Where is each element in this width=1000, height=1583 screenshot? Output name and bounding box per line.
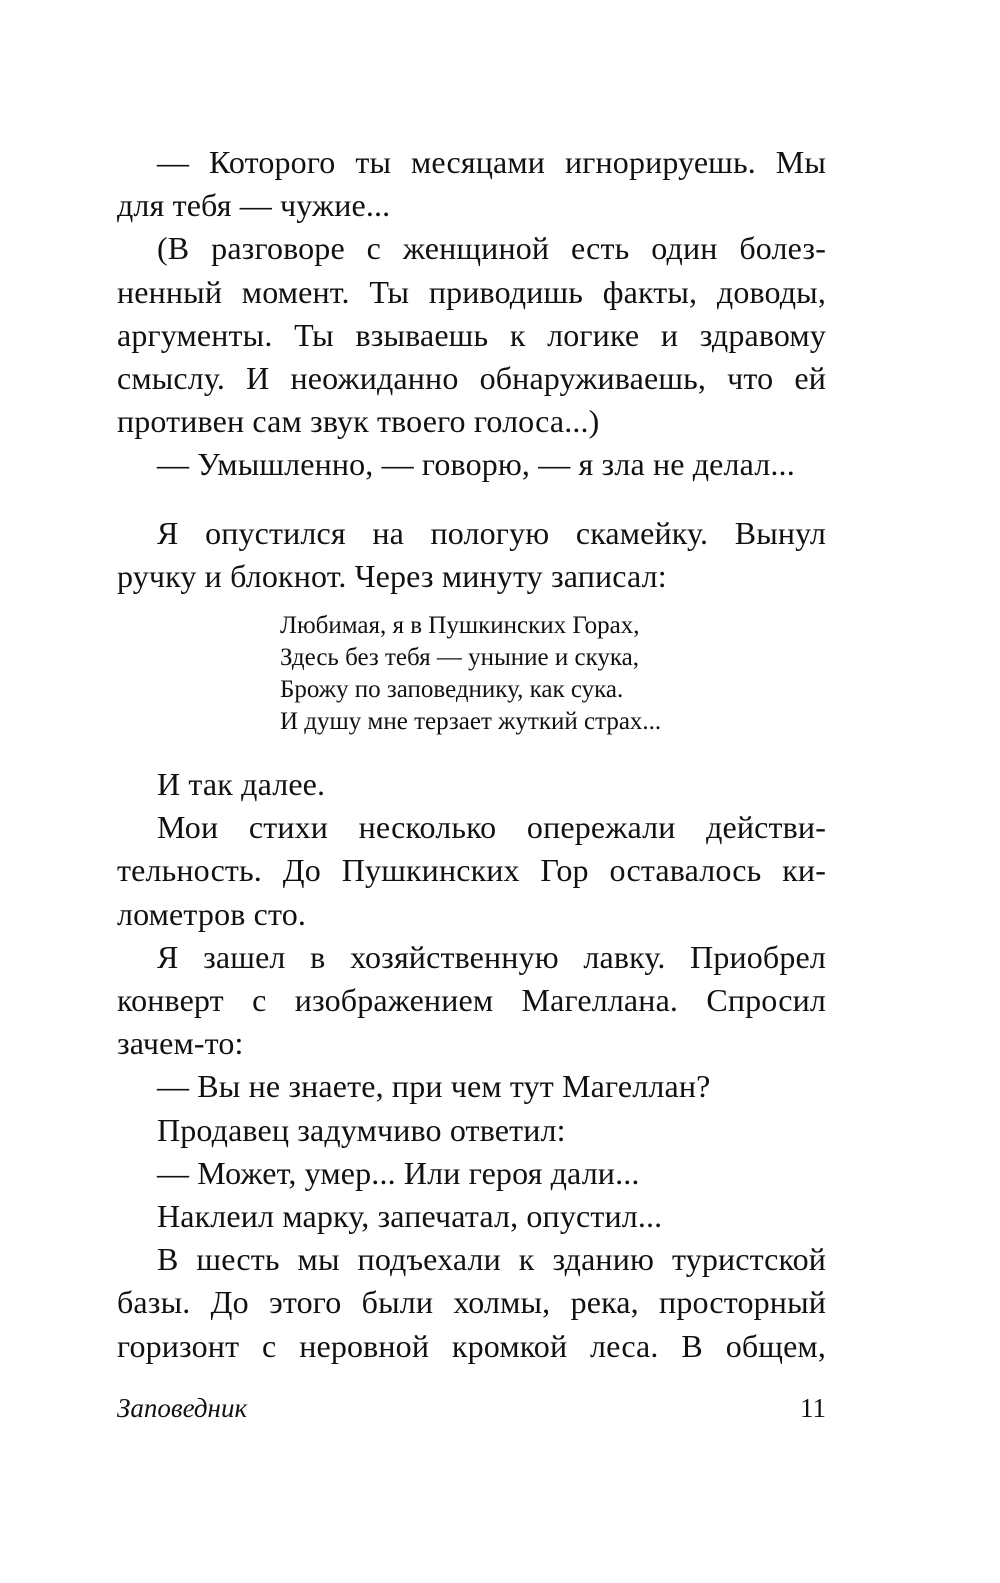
text-line: конверт с изображением Магеллана. Спросил [117,982,826,1019]
poem-line: Брожу по заповеднику, как сука. [280,676,624,703]
text-line: лометров сто. [117,895,307,932]
text-line: Наклеил марку, запечатал, опустил... [157,1198,663,1235]
text-line: противен сам звук твоего голоса...) [117,403,600,440]
poem-line: Здесь без тебя — уныние и скука, [280,644,640,671]
text-line: Продавец задумчиво ответил: [157,1111,566,1148]
text-line: тельность. До Пушкинских Гор оставалось ки- [117,852,826,889]
text-line: Я зашел в хозяйственную лавку. Приобрел [157,938,826,975]
poem [280,610,661,738]
page-number: 11 [800,1393,826,1423]
text-line: — Может, умер... Или героя дали... [157,1154,640,1191]
paragraph-block-1 [117,141,826,487]
text-line: зачем-то: [117,1025,244,1062]
text-line: И так далее. [157,766,326,802]
text-line: Я опустился на пологую скамейку. Вынул [157,515,826,551]
paragraph-block-3 [117,763,826,1368]
text-line: — Вы не знаете, при чем тут Магеллан? [157,1068,711,1105]
text-line: В шесть мы подъехали к зданию туристской [157,1241,826,1278]
text-line: — Умышленно, — говорю, — я зла не делал... [157,446,795,483]
poem-line: И душу мне терзает жуткий страх... [280,708,662,735]
text-line: ненный момент. Ты приводишь факты, доводы, [117,273,826,310]
text-line: для тебя — чужие... [117,187,391,224]
text-line: аргументы. Ты взываешь к логике и здравому [117,316,826,353]
text-line: смыслу. И неожиданно обнаруживаешь, что ей [117,360,826,397]
text-line: (В разговоре с женщиной есть один болез- [157,230,826,267]
text-line: базы. До этого были холмы, река, просторный [117,1284,826,1321]
text-line: ручку и блокнот. Через минуту записал: [117,558,667,595]
text-line: горизонт с неровной кромкой леса. В общем, [117,1327,826,1364]
poem-line: Любимая, я в Пушкинских Горах, [280,612,640,639]
page-footer [117,1390,826,1426]
paragraph-block-2 [117,512,826,598]
text-line: Мои стихи несколько опережали действи- [157,809,826,846]
running-title: Заповедник [117,1393,248,1423]
text-line: — Которого ты месяцами игнорируешь. Мы [157,144,826,180]
